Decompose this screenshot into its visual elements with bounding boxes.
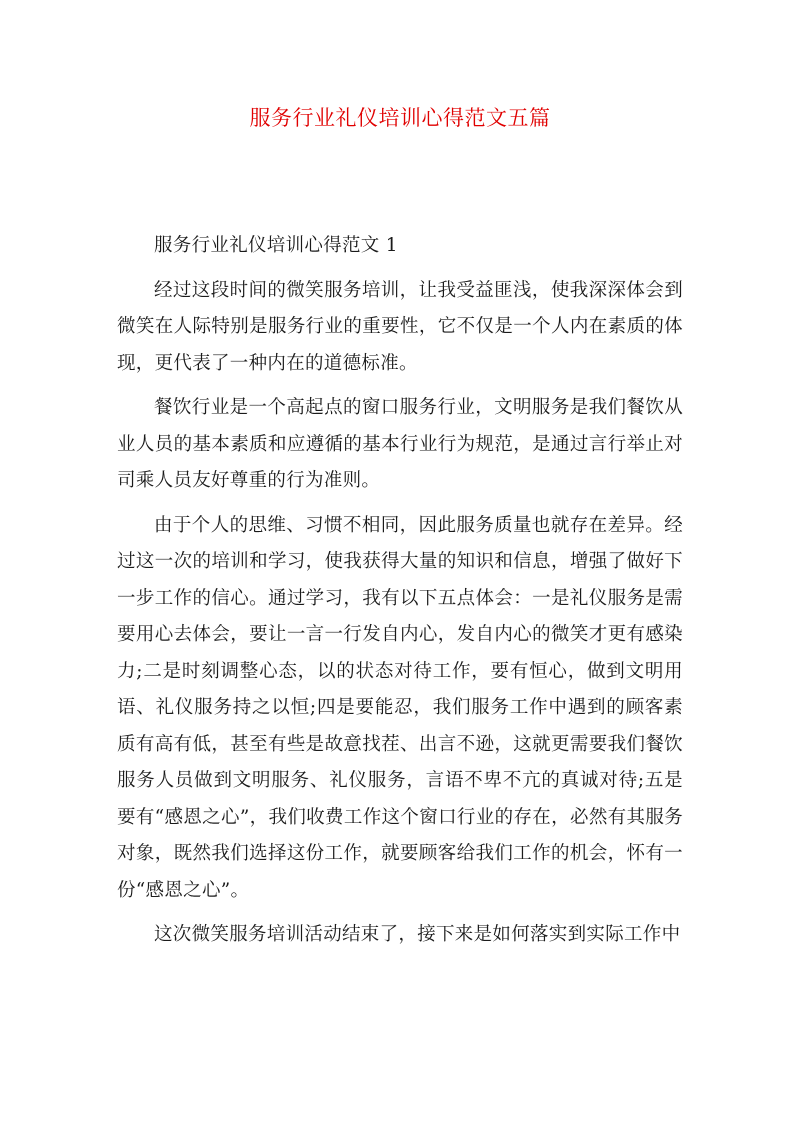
- document-title: 服务行业礼仪培训心得范文五篇: [249, 106, 551, 130]
- document-body: [117, 228, 683, 954]
- paragraph-1: 经过这段时间的微笑服务培训，让我受益匪浅，使我深深体会到微笑在人际特别是服务行业的重要性，它不仅是一个人内在素质的体现，更代表了一种内在的道德标准。: [117, 279, 683, 374]
- section-heading: 服务行业礼仪培训心得范文 1: [154, 235, 398, 256]
- paragraph-3: 由于个人的思维、习惯不相同，因此服务质量也就存在差异。经过这一次的培训和学习，使我获得大量的知识和信息，增强了做好下一步工作的信心。通过学习，我有以下五点体会：一是礼仪服务是需要用心去体会，要让一言一行发自内心，发自内心的微笑才更有感染力;二是时刻调整心态，以的状态对待工作，要有恒心，做到文明用语、礼仪服务持之以恒;四是要能忍，我们服务工作中遇到的顾客素质有高有低，甚至有些是故意找茬、出言不逊，这就更需要我们餐饮服务人员做到文明服务、礼仪服务，言语不卑不亢的真诚对待;五是要有“感恩之心”，我们收费工作这个窗口行业的存在，必然有其服务对象，既然我们选择这份工作，就要顾客给我们工作的机会，怀有一份“感恩之心”。: [117, 514, 683, 901]
- paragraph-4: 这次微笑服务培训活动结束了，接下来是如何落实到实际工作中: [154, 924, 681, 945]
- paragraph-2: 餐饮行业是一个高起点的窗口服务行业，文明服务是我们餐饮从业人员的基本素质和应遵循的基本行业行为规范，是通过言行举止对司乘人员友好尊重的行为准则。: [117, 397, 683, 491]
